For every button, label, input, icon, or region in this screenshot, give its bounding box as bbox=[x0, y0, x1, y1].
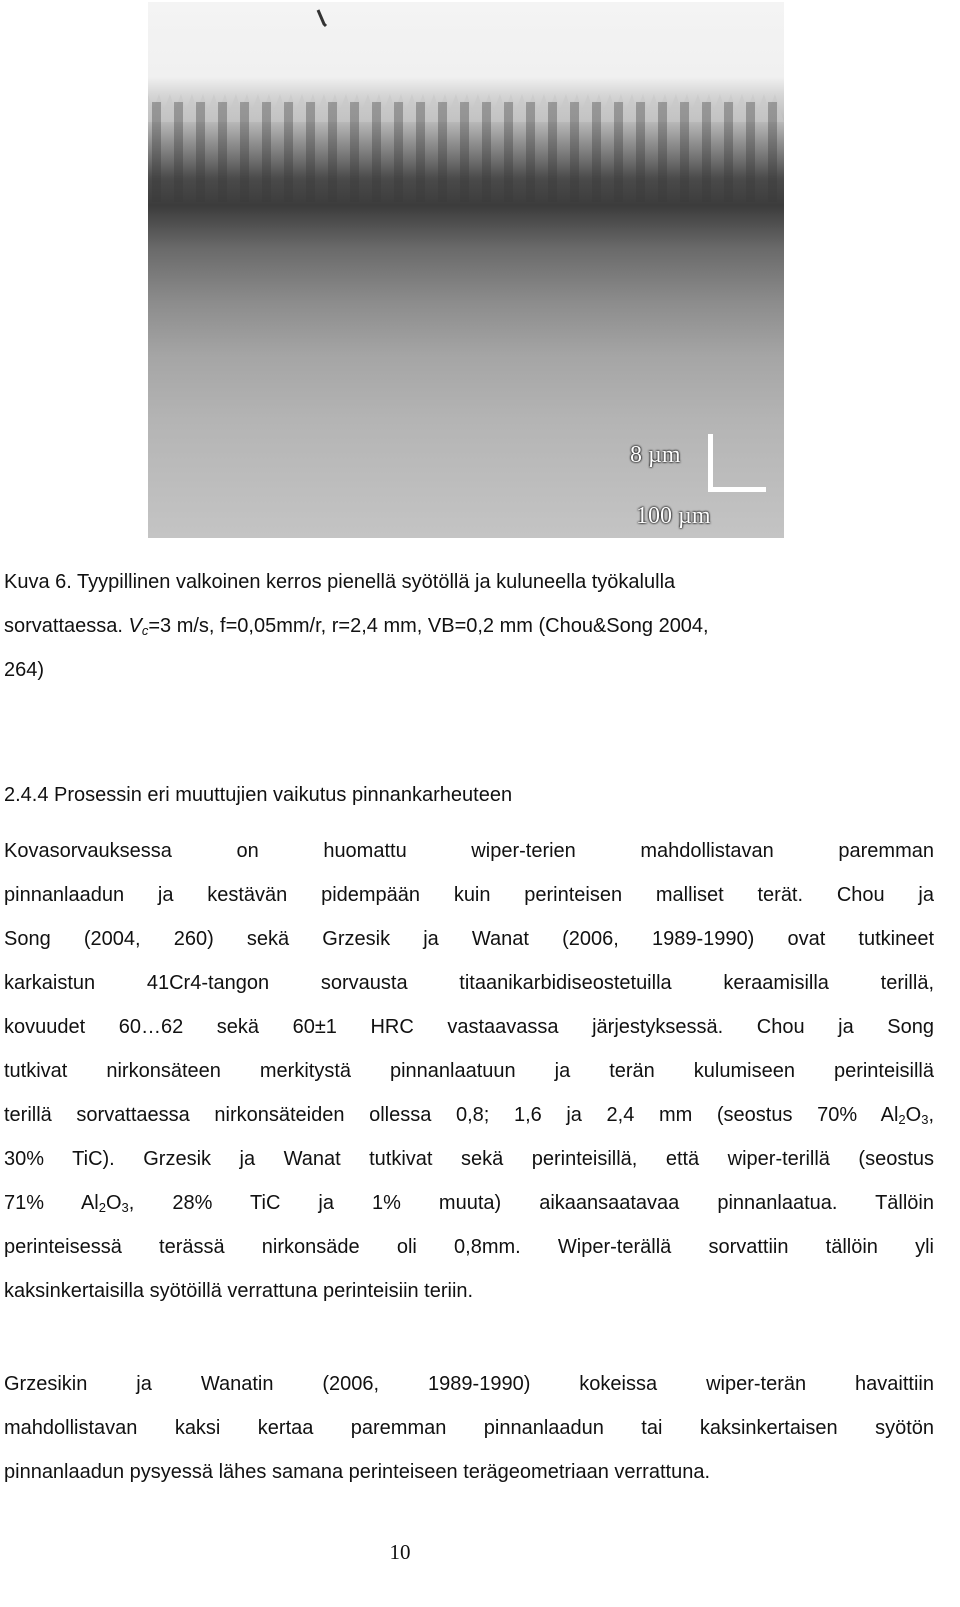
figure-caption bbox=[4, 560, 934, 692]
paragraph-line: mahdollistavan kaksi kertaa paremman pinnanlaadun tai kaksinkertaisen syötön bbox=[4, 1417, 934, 1439]
paragraph-line: perinteisessä terässä nirkonsäde oli 0,8mm. Wiper-terällä sorvattiin tällöin yli bbox=[4, 1236, 934, 1258]
paragraph-line: kaksinkertaisilla syötöillä verrattuna perinteisiin teriin. bbox=[4, 1280, 474, 1302]
scale-label-small: 8 µm bbox=[630, 442, 681, 468]
caption-line-1: Kuva 6. Tyypillinen valkoinen kerros pienellä syötöllä ja kuluneella työkalulla bbox=[4, 571, 676, 593]
paragraph-1 bbox=[4, 829, 934, 1313]
paragraph-line: Kovasorvauksessa on huomattu wiper-terien mahdollistavan paremman bbox=[4, 840, 934, 862]
paragraph-line: terillä sorvattaessa nirkonsäteiden ollessa 0,8; 1,6 ja 2,4 mm (seostus 70% $Al_2O_3$, bbox=[4, 1104, 934, 1127]
scale-bar bbox=[628, 434, 766, 530]
scale-label-large: 100 µm bbox=[636, 503, 711, 529]
caption-line-2: sorvattaessa. $V_c=3$ m/s, f=0,05mm/r, r=2,4 mm, VB=0,2 mm (Chou&Song 2004, bbox=[4, 615, 709, 638]
scale-bar-vertical bbox=[708, 434, 713, 492]
micrograph-figure bbox=[148, 2, 784, 538]
paragraph-line: pinnanlaadun ja kestävän pidempään kuin perinteisen malliset terät. Chou ja bbox=[4, 884, 934, 906]
paragraph-line: Grzesikin ja Wanatin (2006, 1989-1990) kokeissa wiper-terän havaittiin bbox=[4, 1373, 934, 1395]
paragraph-line: tutkivat nirkonsäteen merkitystä pinnanlaatuun ja terän kulumiseen perinteisillä bbox=[4, 1060, 934, 1082]
paragraph-line: 30% TiC). Grzesik ja Wanat tutkivat sekä perinteisillä, että wiper-terillä (seostus bbox=[4, 1148, 934, 1170]
section-heading: 2.4.4 Prosessin eri muuttujien vaikutus pinnankarheuteen bbox=[4, 784, 513, 806]
paragraph-line: 71% $Al_2O_3$, 28% TiC ja 1% muuta) aikaansaatavaa pinnanlaatua. Tällöin bbox=[4, 1192, 935, 1215]
paragraph-line: karkaistun 41Cr4-tangon sorvausta titaanikarbidiseostetuilla keraamisilla terillä, bbox=[4, 972, 934, 994]
paragraph-line: Song (2004, 260) sekä Grzesik ja Wanat (2006, 1989-1990) ovat tutkineet bbox=[4, 928, 934, 950]
scale-bar-horizontal bbox=[708, 487, 766, 492]
page-number: 10 bbox=[389, 1540, 411, 1564]
paragraph-line: kovuudet 60…62 sekä 60±1 HRC vastaavassa järjestyksessä. Chou ja Song bbox=[4, 1016, 934, 1038]
caption-line-3: 264) bbox=[4, 659, 45, 681]
paragraph-line: pinnanlaadun pysyessä lähes samana perinteiseen terägeometriaan verrattuna. bbox=[4, 1461, 711, 1483]
paragraph-2 bbox=[4, 1362, 934, 1494]
